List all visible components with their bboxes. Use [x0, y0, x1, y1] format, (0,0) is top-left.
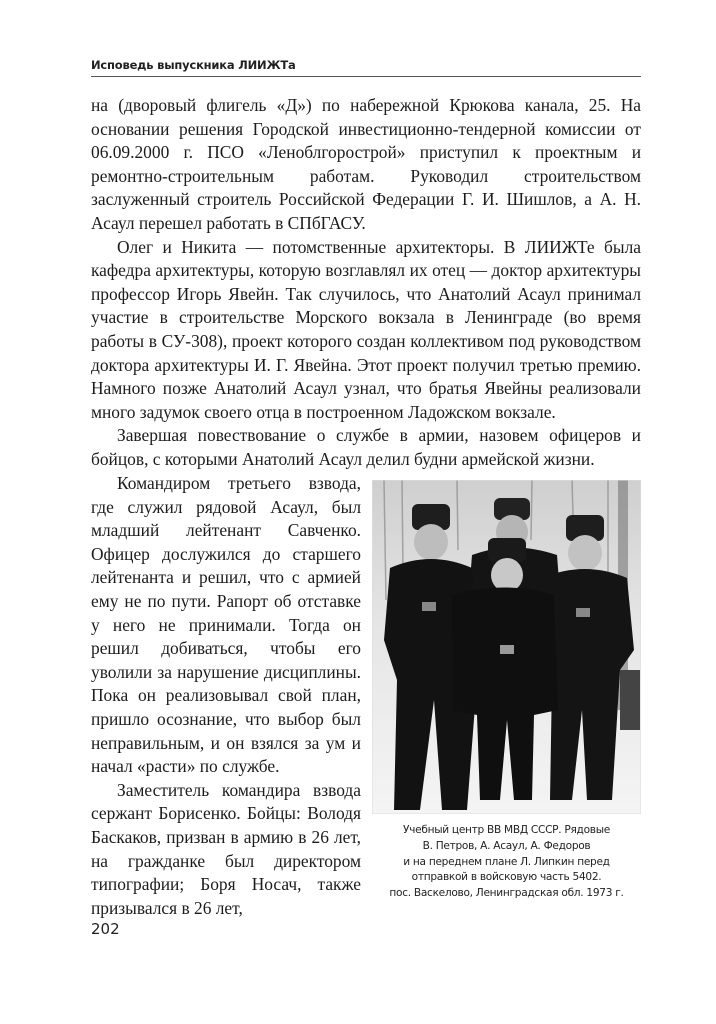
caption-line: пос. Васкелово, Ленинградская обл. 1973 г. — [389, 887, 624, 900]
text-with-figure — [91, 472, 641, 918]
figure — [372, 480, 641, 902]
caption-line: и на переднем плане Л. Липкин перед — [403, 855, 610, 868]
caption-line: отправкой в войсковую часть 5402. — [411, 871, 602, 884]
body-text-column — [91, 472, 361, 920]
paragraph: Заместитель командира взвода сержант Борисенко. Бойцы: Володя Баскаков, призван в армию в 26 лет, на гражданке был директором типографии; Боря Носач, также призывался в 26 лет, — [91, 779, 361, 918]
running-head: Исповедь выпускника ЛИИЖТа — [91, 58, 296, 72]
body-text-full-width — [91, 94, 641, 472]
soldiers-photo — [372, 480, 641, 814]
paragraph: Командиром третьего взвода, где служил рядовой Асаул, был младший лейтенант Савченко. Офицер дослужился до старшего лейтенанта и решил, что с армией ему не по пути. Рапорт об отставке у него не принимали. Тогда он решил добиваться, чтобы его уволили за нарушение дисциплины. Пока он реализовывал свой план, пришло осознание, что выбор был неправильным, и он взялся за ум и начал «расти» по службе. — [91, 473, 361, 777]
figure-caption — [372, 823, 641, 902]
paragraph: Завершая повествование о службе в армии, назовем офицеров и бойцов, с которыми Анатолий Асаул делил будни армейской жизни. — [91, 425, 641, 469]
paragraph: на (дворовый флигель «Д») по набережной Крюкова канала, 25. На основании решения Городской инвестиционно-тендерной комиссии от 06.09.2000 г. ПСО «Леноблгорострой» приступил к проектным и ремонтно-строительным работам. Руководил строительством заслуженный строитель Российской Федерации Г. И. Шишлов, а А. Н. Асаул перешел работать в СПбГАСУ. — [91, 95, 641, 233]
page-number: 202 — [91, 920, 120, 938]
header-rule — [91, 76, 641, 77]
paragraph: Олег и Никита — потомственные архитекторы. В ЛИИЖТе была кафедра архитектуры, которую возглавлял их отец — доктор архитектуры профессор Игорь Явейн. Так случилось, что Анатолий Асаул принимал участие в строительстве Морского вокзала в Ленинграде (во время работы в СУ-308), проект которого создан коллективом под руководством доктора архитектуры И. Г. Явейна. Этот проект получил третью премию. Намного позже Анатолий Асаул узнал, что братья Явейны реализовали много задумок своего отца в построенном Ладожском вокзале. — [91, 236, 641, 422]
post — [620, 670, 640, 730]
caption-line: В. Петров, А. Асаул, А. Федоров — [422, 839, 591, 852]
caption-line: Учебный центр ВВ МВД СССР. Рядовые — [403, 824, 610, 836]
